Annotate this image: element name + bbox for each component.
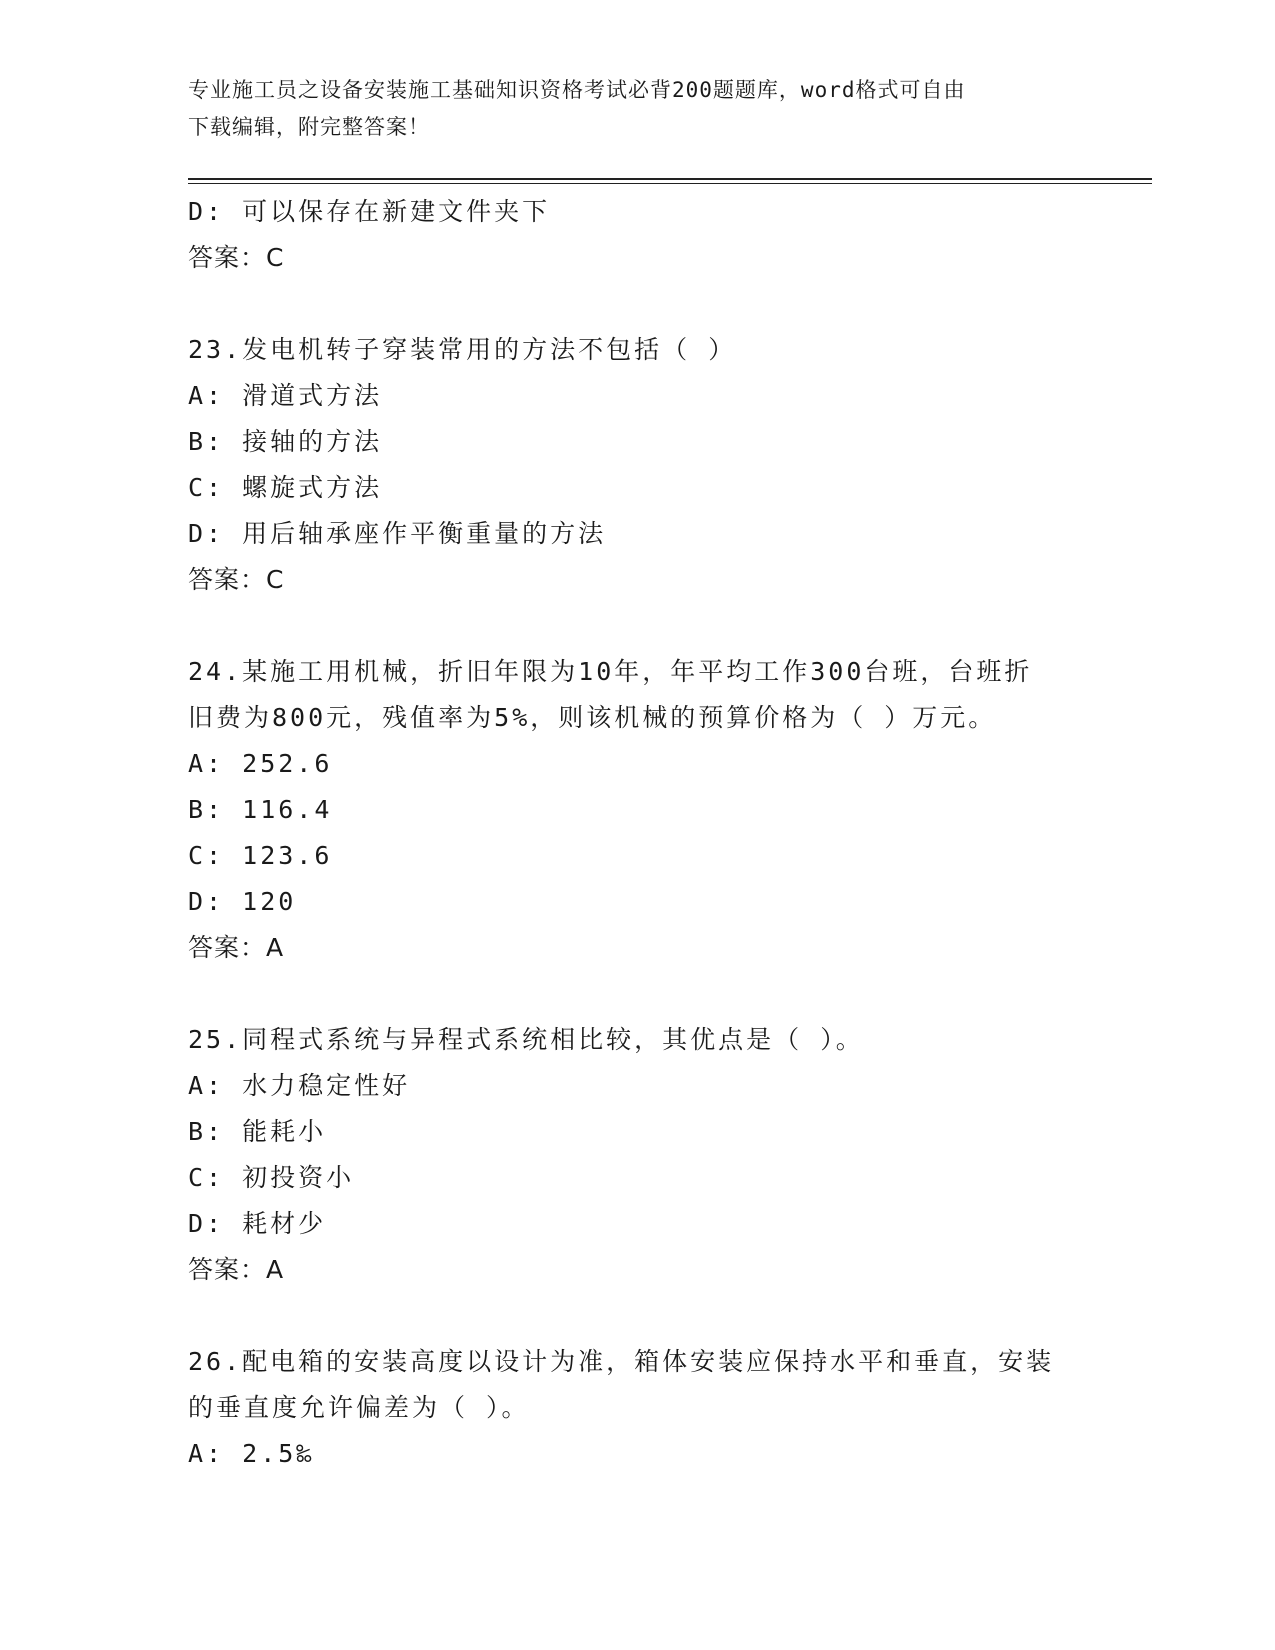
question-23	[188, 327, 1108, 603]
spacer	[188, 281, 1108, 327]
answer-line: 答案：C	[188, 243, 285, 272]
header-line-2: 下载编辑，附完整答案！	[188, 115, 430, 139]
question-text: 23.发电机转子穿装常用的方法不包括（ ）	[188, 335, 737, 364]
spacer	[188, 971, 1108, 1017]
option-c: C: 初投资小	[188, 1163, 355, 1192]
answer-line: 答案：A	[188, 933, 285, 962]
option-a: A: 滑道式方法	[188, 381, 383, 410]
option-d: D: 可以保存在新建文件夹下	[188, 197, 551, 226]
option-d: D: 耗材少	[188, 1209, 327, 1238]
option-b: B: 接轴的方法	[188, 427, 383, 456]
spacer	[188, 1293, 1108, 1339]
header-line-1: 专业施工员之设备安装施工基础知识资格考试必背200题题库，word格式可自由	[188, 78, 966, 102]
option-d: D: 120	[188, 887, 297, 916]
option-d: D: 用后轴承座作平衡重量的方法	[188, 519, 607, 548]
option-b: B: 116.4	[188, 795, 333, 824]
option-c: C: 123.6	[188, 841, 333, 870]
option-a: A: 水力稳定性好	[188, 1071, 411, 1100]
question-text-continued: 的垂直度允许偏差为（ ）。	[188, 1393, 530, 1422]
answer-line: 答案：C	[188, 565, 285, 594]
question-content	[188, 189, 1108, 1477]
question-26	[188, 1339, 1108, 1477]
question-text: 25.同程式系统与异程式系统相比较，其优点是（ ）。	[188, 1025, 864, 1054]
answer-line: 答案：A	[188, 1255, 285, 1284]
option-c: C: 螺旋式方法	[188, 473, 383, 502]
question-25	[188, 1017, 1108, 1293]
option-a: A: 252.6	[188, 749, 333, 778]
document-header	[188, 72, 1088, 146]
question-24	[188, 649, 1108, 971]
question-text-continued: 旧费为800元，残值率为5%，则该机械的预算价格为（ ）万元。	[188, 703, 997, 732]
option-b: B: 能耗小	[188, 1117, 327, 1146]
header-divider-thin	[188, 183, 1152, 184]
spacer	[188, 603, 1108, 649]
question-text: 24.某施工用机械，折旧年限为10年，年平均工作300台班，台班折	[188, 657, 1033, 686]
header-divider-thick	[188, 178, 1152, 180]
question-text: 26.配电箱的安装高度以设计为准，箱体安装应保持水平和垂直，安装	[188, 1347, 1055, 1376]
option-a: A: 2.5‰	[188, 1439, 315, 1468]
